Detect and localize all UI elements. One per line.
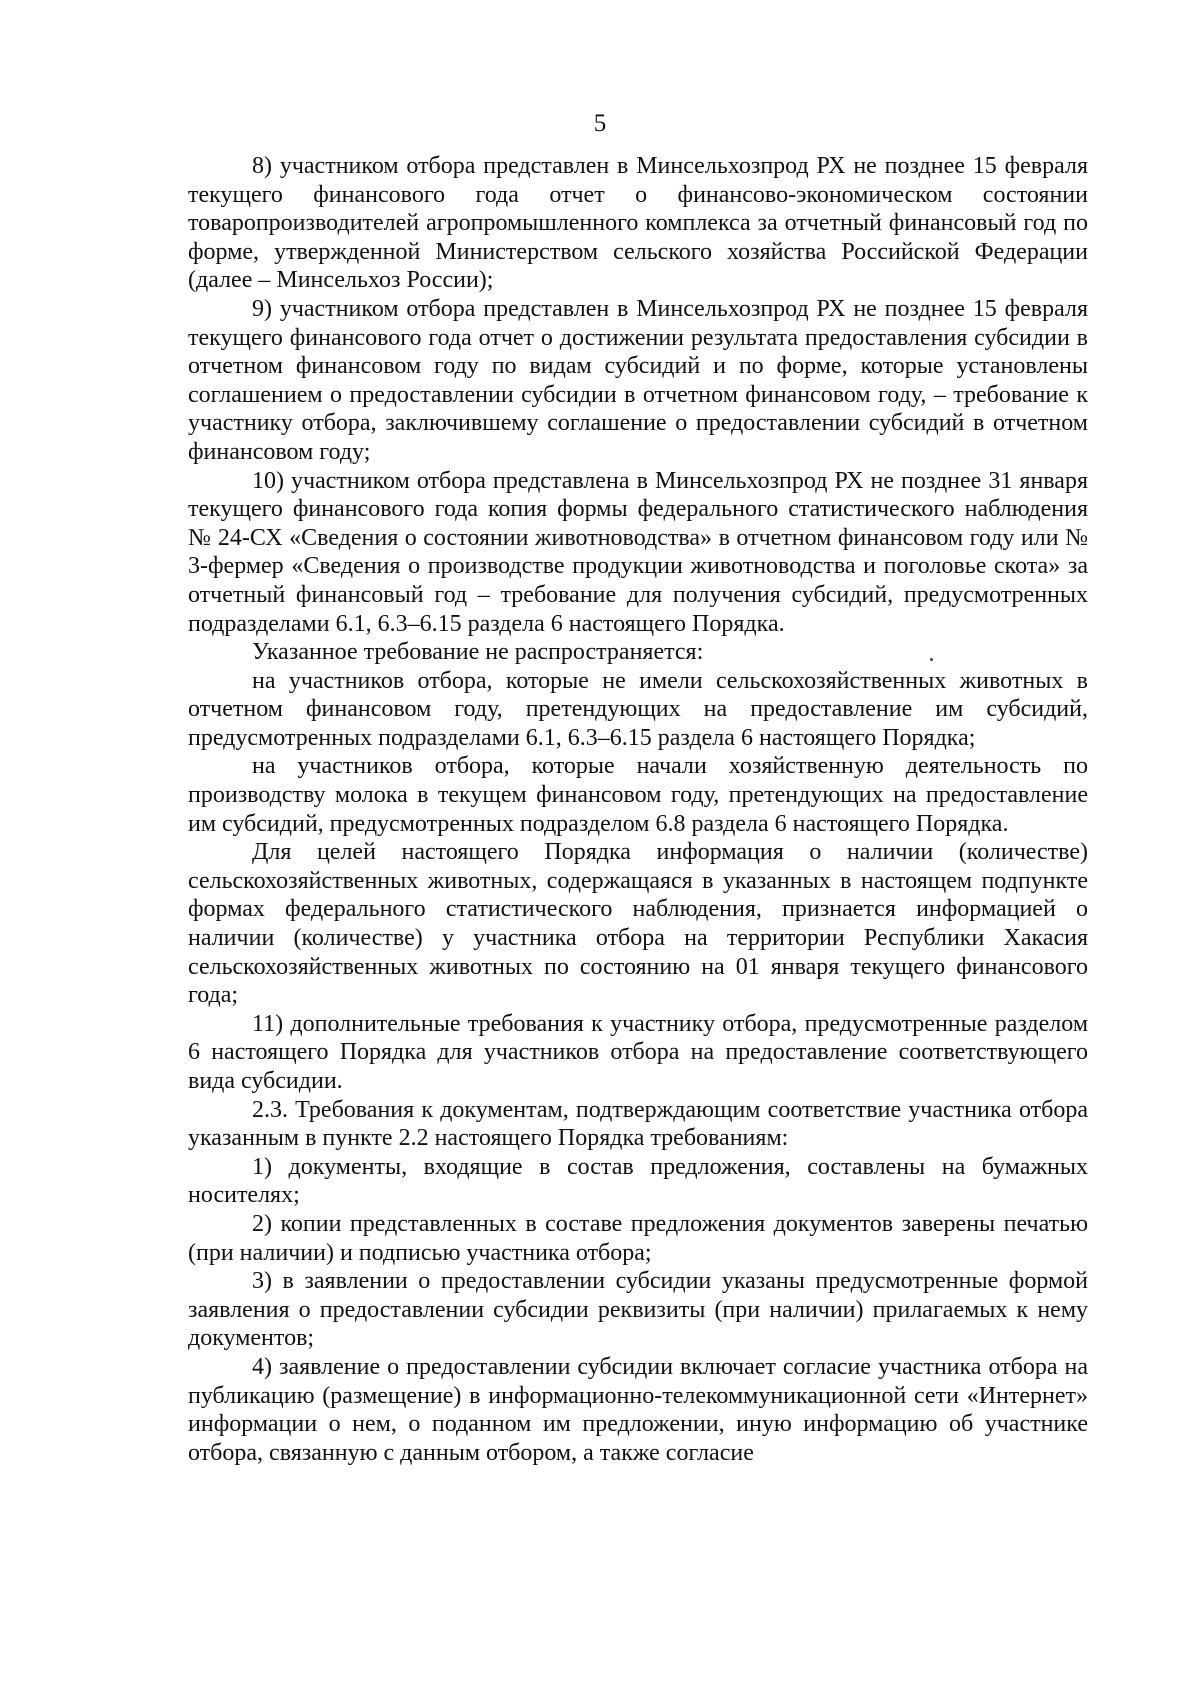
paragraph-item-9: 9) участником отбора представлен в Минсельхозпрод РХ не позднее 15 февраля текущего финансового года отчет о достижении результата предоставления субсидии в отчетном финансовом году по видам субсидий и по форме, которые установлены соглашением о предоставлении субсидии в отчетном финансовом году, – требование к участнику отбора, заключившему соглашение о предоставлении субсидий в отчетном финансовом году;: [188, 295, 1088, 465]
paragraph-exception-1: на участников отбора, которые не имели сельскохозяйственных животных в отчетном финансовом году, претендующих на предоставление им субсидий, предусмотренных подразделами 6.1, 6.3–6.15 раздела 6 настоящего Порядка;: [188, 667, 1088, 751]
scan-speck: [930, 658, 933, 661]
paragraph-requirement-4: 4) заявление о предоставлении субсидии включает согласие участника отбора на публикацию (размещение) в информационно-телекоммуникационной сети «Интернет» информации о нем, о поданном им предложении, иную информацию об участнике отбора, связанную с данным отбором, а также согласие: [188, 1353, 1088, 1466]
paragraph-exception-2: на участников отбора, которые начали хозяйственную деятельность по производству молока в текущем финансовом году, претендующих на предоставление им субсидий, предусмотренных подразделом 6.8 раздела 6 настоящего Порядка.: [188, 753, 1088, 837]
paragraph-information-purpose: Для целей настоящего Порядка информация о наличии (количестве) сельскохозяйственных животных, содержащаяся в указанных в настоящем подпункте формах федерального статистического наблюдения, признается информацией о наличии (количестве) у участника отбора на территории Республики Хакасия сельскохозяйственных животных по состоянию на 01 января текущего финансового года;: [188, 839, 1088, 1009]
page-number: 5: [593, 110, 607, 137]
paragraph-requirement-3: 3) в заявлении о предоставлении субсидии указаны предусмотренные формой заявления о предоставлении субсидии реквизиты (при наличии) прилагаемых к нему документов;: [188, 1268, 1088, 1352]
paragraph-item-10: 10) участником отбора представлена в Минсельхозпрод РХ не позднее 31 января текущего финансового года копия формы федерального статистического наблюдения № 24-СХ «Сведения о состоянии животноводства» в отчетном финансовом году или № 3-фермер «Сведения о производстве продукции животноводства и поголовье скота» за отчетный финансовый год – требование для получения субсидий, предусмотренных подразделами 6.1, 6.3–6.15 раздела 6 настоящего Порядка.: [188, 467, 1088, 637]
paragraph-item-8: 8) участником отбора представлен в Минсельхозпрод РХ не позднее 15 февраля текущего финансового года отчет о финансово-экономическом состоянии товаропроизводителей агропромышленного комплекса за отчетный финансовый год по форме, утвержденной Министерством сельского хозяйства Российской Федерации (далее – Минсельхоз России);: [188, 153, 1088, 294]
paragraph-requirement-2: 2) копии представленных в составе предложения документов заверены печатью (при наличии) и подписью участника отбора;: [188, 1210, 1088, 1266]
paragraph-requirement-1: 1) документы, входящие в состав предложения, составлены на бумажных носителях;: [188, 1153, 1088, 1209]
document-body: [188, 152, 1088, 1467]
paragraph-item-11: 11) дополнительные требования к участнику отбора, предусмотренные разделом 6 настоящего Порядка для участников отбора на предоставление соответствующего вида субсидии.: [188, 1010, 1088, 1094]
paragraph-exception-heading: Указанное требование не распространяется:: [252, 639, 704, 666]
paragraph-section-2-3: 2.3. Требования к документам, подтверждающим соответствие участника отбора указанным в пункте 2.2 настоящего Порядка требованиям:: [188, 1096, 1088, 1152]
